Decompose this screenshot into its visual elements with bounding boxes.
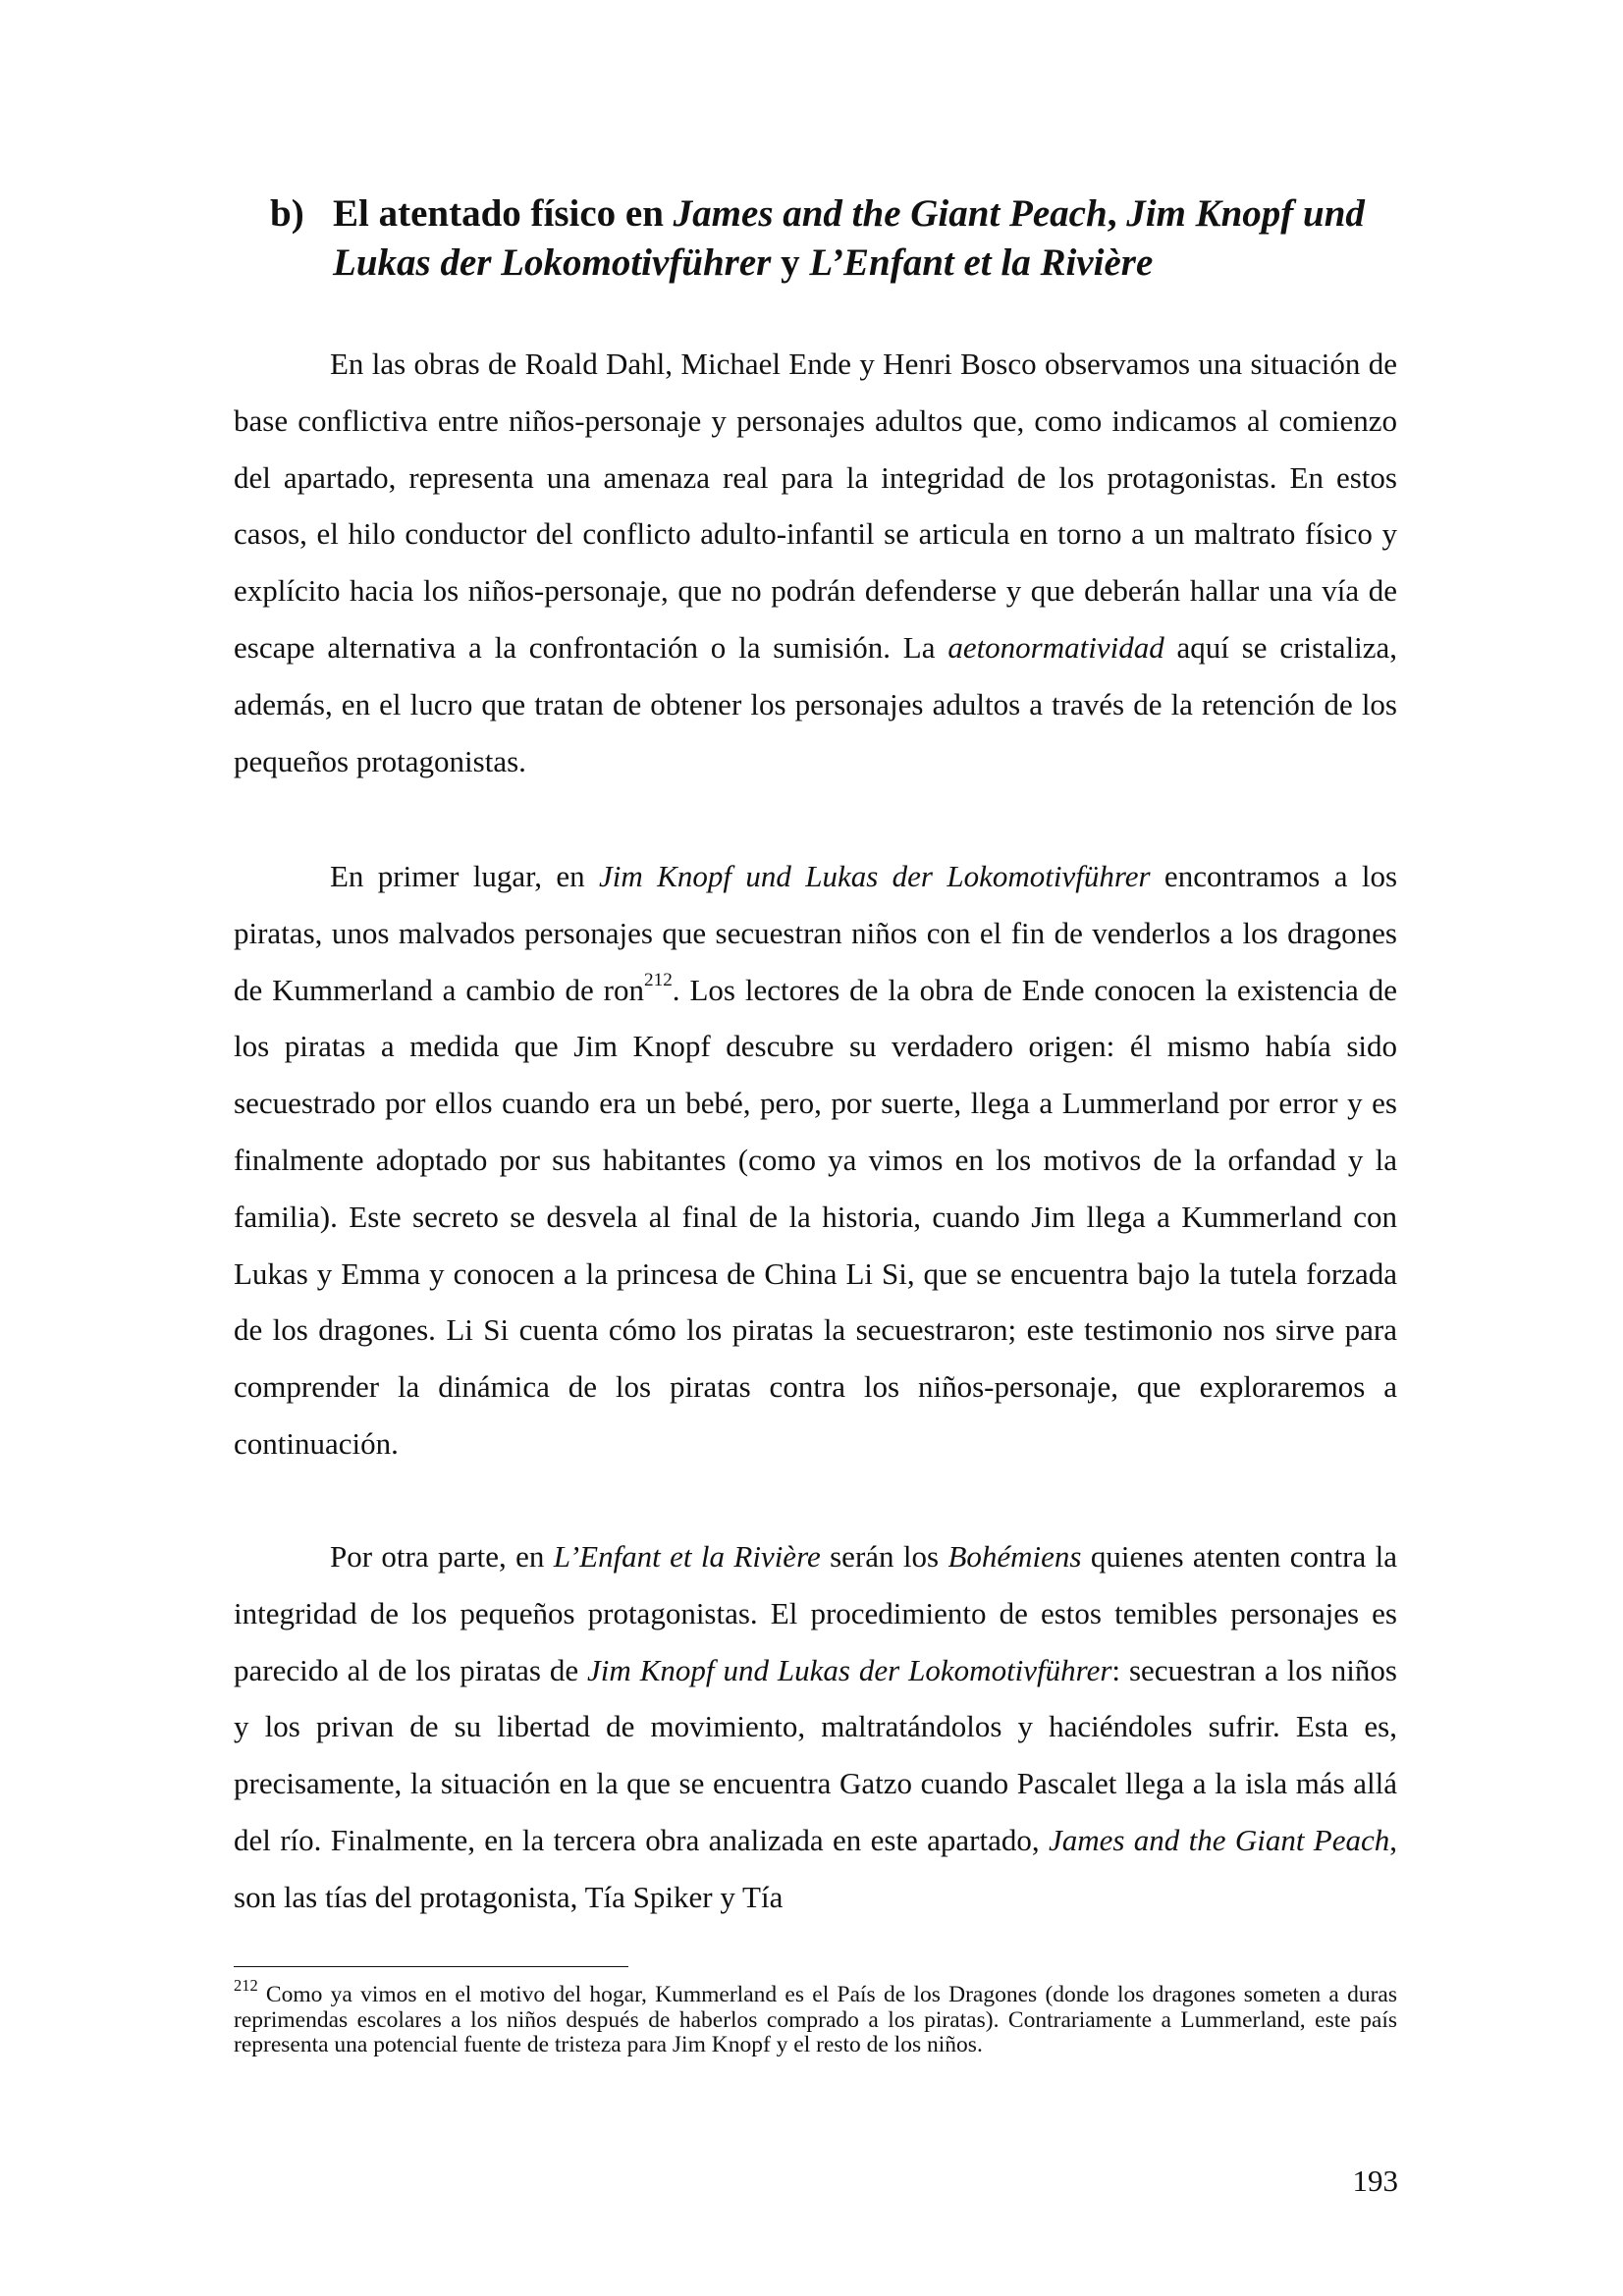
paragraph-2: [234, 848, 1397, 1472]
paragraph-text: aquí se cristaliza, además, en el lucro que tratan de obtener los personajes adultos a través de la retención de los pequeños protagonistas.: [234, 629, 1397, 778]
paragraph-text: : secuestran a los niños y los privan de su libertad de movimiento, maltratándolos y haciéndoles sufrir. Esta es, precisamente, la situación en la que se encuentra Gatzo cuando Pascalet llega a la isla más allá del río. Finalmente, en la tercera obra analizada en este apartado,: [234, 1652, 1397, 1857]
footnote: [234, 1975, 1397, 2058]
paragraph-text: serán los: [820, 1539, 948, 1574]
footnote-reference[interactable]: 212: [643, 970, 673, 991]
title-text: El atentado físico en: [333, 192, 674, 235]
page-number: 193: [1352, 2163, 1398, 2198]
paragraph-text: , son las tías del protagonista, Tía Spiker y Tía: [234, 1822, 1397, 1914]
title-text: y: [771, 241, 810, 284]
paragraph-text: En las obras de Roald Dahl, Michael Ende y Henri Bosco observamos una situación de base conflictiva entre niños-personaje y personajes adultos que, como indicamos al comienzo del apartado, representa una amenaza real para la integridad de los protagonistas. En estos casos, el hilo conductor del conflicto adulto-infantil se articula en torno a un maltrato físico y explícito hacia los niños-personaje, que no podrán defenderse y que deberán hallar una vía de escape alternativa a la confrontación o la sumisión. La: [234, 347, 1397, 665]
italic-work-title: James and the Giant Peach: [1048, 1822, 1390, 1857]
italic-work-title: Jim Knopf und Lukas der Lokomotivführer: [587, 1652, 1112, 1687]
footnote-divider: [234, 1966, 628, 1967]
paragraph-text: . Los lectores de la obra de Ende conocen la existencia de los piratas a medida que Jim Knopf descubre su verdadero origen: él mismo había sido secuestrado por ellos cuando era un bebé, pero, por suerte, llega a Lummerland por error y es finalmente adoptado por sus habitantes (como ya vimos en los motivos de la orfandad y la familia). Este secreto se desvela al final de la historia, cuando Jim llega a Kummerland con Lukas y Emma y conocen a la princesa de China Li Si, que se encuentra bajo la tutela forzada de los dragones. Li Si cuenta cómo los piratas la secuestraron; este testimonio nos sirve para comprender la dinámica de los piratas contra los niños-personaje, que exploraremos a continuación.: [234, 972, 1397, 1461]
paragraph-3: [234, 1528, 1397, 1926]
footnote-text: Como ya vimos en el motivo del hogar, Kummerland es el País de los Dragones (donde los dragones someten a duras reprimendas escolares a los niños después de haberlos comprado a los piratas). Contrariamente a Lummerland, este país representa una potencial fuente de tristeza para Jim Knopf y el resto de los niños.: [234, 1982, 1397, 2057]
paragraph-text: encontramos a los piratas, unos malvados personajes que secuestran niños con el fin de venderlos a los dragones de Kummerland a cambio de ron: [234, 859, 1398, 1007]
paragraph-text: En primer lugar, en: [330, 859, 600, 893]
italic-work-title: L’Enfant et la Rivière: [553, 1539, 821, 1574]
title-work-jim-knopf: Jim Knopf und Lukas der Lokomotivführer: [333, 192, 1365, 284]
title-work-james: James and the Giant Peach: [673, 192, 1108, 235]
paragraph-1: [234, 336, 1397, 789]
footnote-marker: 212: [234, 1975, 258, 1995]
italic-term: Bohémiens: [947, 1539, 1082, 1574]
italic-work-title: Jim Knopf und Lukas der Lokomotivführer: [599, 859, 1151, 893]
title-work-enfant: L’Enfant et la Rivière: [809, 241, 1154, 284]
paragraph-text: Por otra parte, en: [330, 1539, 554, 1574]
italic-term: aetonormatividad: [947, 629, 1164, 665]
section-label: b): [270, 192, 304, 235]
section-title: [333, 189, 1423, 288]
paragraph-text: quienes atenten contra la integridad de los pequeños protagonistas. El procedimiento de estos temibles personajes es parecido al de los piratas de: [234, 1539, 1397, 1687]
title-text: ,: [1107, 192, 1127, 235]
